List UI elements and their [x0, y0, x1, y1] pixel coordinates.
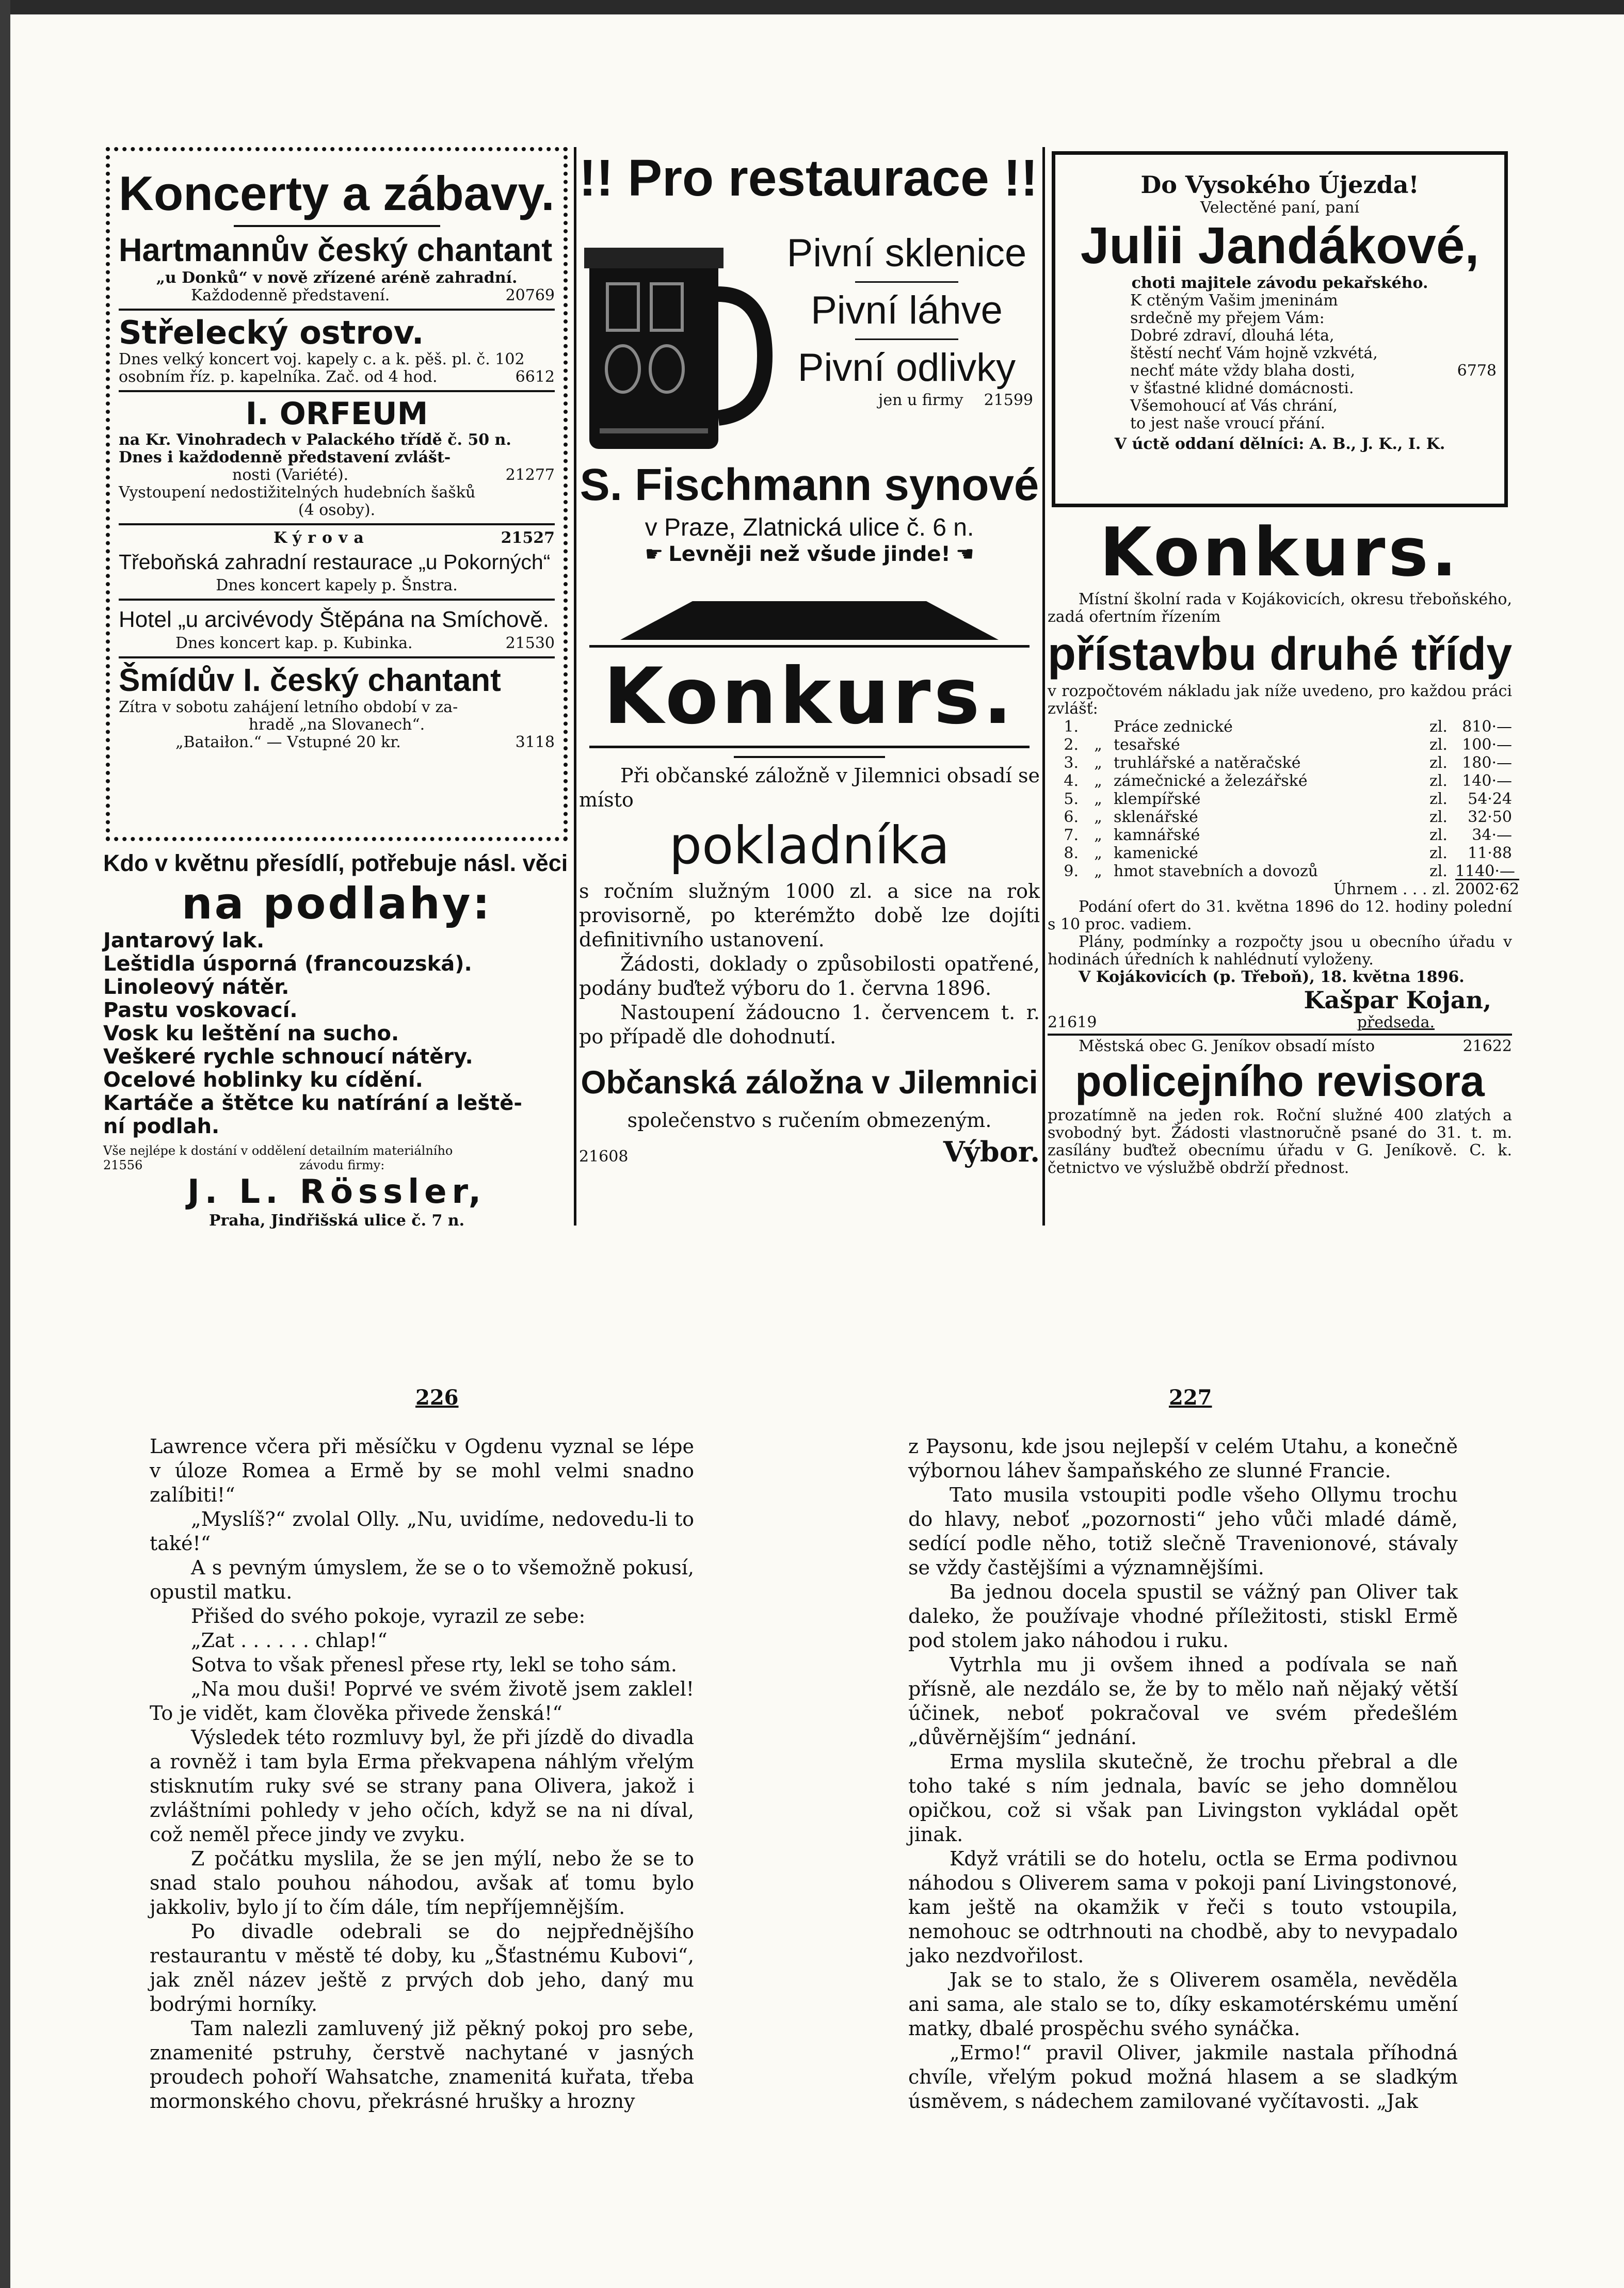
konkurs-p4: Nastoupení žádoucno 1. červencem t. r. po případě dle dohodnutí. — [579, 1001, 1040, 1048]
konkurs-sign: Výbor. — [943, 1135, 1040, 1168]
hand-pointer-icon: ☛ — [955, 542, 974, 566]
rossler-name: J. L. Rössler, — [187, 1173, 487, 1211]
right-column — [1048, 147, 1520, 1226]
cost-unit: zl. — [1429, 754, 1448, 772]
podlahy-items — [103, 929, 570, 1138]
orfeum-num: 21277 — [505, 466, 555, 484]
story-paragraph: Lawrence včera při měsíčku v Ogdenu vyznal se lépe v úloze Romea a Ermě by se mohl velmi snadno zalíbiti!“ — [150, 1435, 694, 1506]
story-paragraph: „Zat . . . . . . chlap!“ — [191, 1629, 388, 1652]
fischmann-item-1: Pivní sklenice — [786, 231, 1027, 275]
podlahy-item: Leštidla úsporná (francouzská). — [103, 952, 472, 976]
cost-ditto: „ — [1094, 790, 1102, 808]
rossler-num: 21556 — [103, 1158, 143, 1172]
smid-l1: Zítra v sobotu zahájení letního období v za- — [119, 698, 458, 716]
fischmann-num: 21599 — [984, 391, 1033, 409]
fischmann-head: !! Pro restaurace !! — [579, 149, 1038, 207]
page-number-right: 227 — [1169, 1385, 1212, 1410]
story-paragraph: Když vrátili se do hotelu, octla se Erma podivnou náhodou s Oliverem sama v pokoji paní Livingstonové, kam ještě na okamžik v řeči s touto vstoupila, nemohouc se odtrhnouti na chodbě, aby to nevypadalo jako nezdvořilost. — [908, 1847, 1458, 1967]
cost-index: 2. — [1064, 736, 1079, 754]
podlahy-item: Veškeré rychle schnoucí nátěry. — [103, 1045, 473, 1069]
story-paragraph: Přišed do svého pokoje, vyrazil ze sebe: — [191, 1605, 586, 1628]
cost-item: Práce zednické — [1114, 718, 1233, 736]
jand-l8: nechť máte vždy blaha dosti, — [1130, 362, 1356, 380]
orfeum-title: I. ORFEUM — [245, 396, 428, 432]
cost-item: kamnářské — [1114, 826, 1200, 844]
cost-index: 5. — [1064, 790, 1079, 808]
fischmann-cheap-row — [579, 542, 1040, 567]
beer-mug-illustration — [579, 237, 775, 464]
cost-ditto — [1083, 718, 1114, 736]
podlahy-item: Linoleový nátěr. — [103, 975, 290, 999]
cost-item: klempířské — [1114, 790, 1201, 808]
jand-l2: Velectěné paní, paní — [1200, 199, 1360, 217]
polic-num: 21622 — [1462, 1037, 1512, 1055]
cost-amount: 140·— — [1462, 772, 1512, 790]
strelecky-l2: osobním říz. p. kapelníka. Zač. od 4 hod. — [119, 368, 438, 386]
concerts-title: Koncerty a zábavy. — [119, 166, 555, 220]
podlahy-item: Vosk ku leštění na sucho. — [103, 1022, 399, 1045]
orfeum-l1: na Kr. Vinohradech v Palackého třídě č. 50 n. — [119, 431, 511, 449]
cost-unit: zl. — [1429, 790, 1448, 808]
orfeum-l3: nosti (Variété). — [232, 466, 349, 484]
hartmann-l1: „u Donků“ v nově zřízené aréně zahradní. — [156, 269, 518, 287]
total-amount: 2002·62 — [1455, 880, 1520, 898]
jand-name: Julii Jandákové, — [1080, 217, 1480, 275]
smid-l2: hradě „na Slovanech“. — [248, 716, 425, 734]
fischmann-items — [775, 230, 1038, 409]
cost-amount: 54·24 — [1468, 790, 1512, 808]
jand-l9: v šťastné klidné domácnosti. — [1130, 379, 1354, 397]
konkurs-title: Konkurs. — [603, 652, 1016, 742]
cost-ditto: „ — [1094, 808, 1102, 826]
story-paragraph: Tam nalezli zamluvený již pěkný pokoj pro sebe, znamenité pstruhy, čerstvě nachytané v jasných proudech pohoří Wahsatche, znamenitá kuřata, třeba mormonského chovu, překrásné hrušky a hrozny — [150, 2017, 694, 2113]
orfeum-l4: Vystoupení nedostižitelných hudebních šašků — [119, 484, 476, 502]
cost-ditto: „ — [1094, 826, 1102, 844]
jand-l7: štěstí nechť Vám hojně vzkvétá, — [1130, 344, 1378, 362]
cost-table — [1048, 718, 1515, 880]
strelecky-num: 6612 — [515, 368, 555, 386]
story-paragraph: A s pevným úmyslem, že se o to všemožně pokusí, opustil matku. — [150, 1556, 694, 1603]
cost-row — [1048, 808, 1512, 826]
hotel-l1: Dnes koncert kap. p. Kubinka. — [175, 634, 413, 652]
cost-amount: 34·— — [1472, 826, 1512, 844]
konkurs-num: 21608 — [579, 1148, 629, 1166]
cost-row — [1048, 862, 1515, 880]
polic-title: policejního revisora — [1075, 1057, 1485, 1105]
konk2-role: předseda. — [1357, 1013, 1435, 1032]
rossler-l1: Vše nejlépe k dostání v oddělení detailním materiálního — [103, 1143, 453, 1158]
podlahy-ad — [103, 849, 570, 1230]
hartmann-title: Hartmannův český chantant — [119, 232, 553, 268]
jand-l10: Všemohoucí ať Vás chrání, — [1130, 397, 1338, 415]
trebon-l1: Dnes koncert kapely p. Šnstra. — [216, 576, 458, 594]
cost-index: 4. — [1064, 772, 1079, 790]
story-paragraph: Z počátku myslila, že se jen mýlí, nebo že se to snad stalo pouhou náhodou, avšak ať tomu bylo jakkoliv, bylo jí to čím dále, tím nepříjemnějším. — [150, 1847, 694, 1919]
cost-unit: zl. — [1429, 736, 1448, 754]
jand-l6: Dobré zdraví, dlouhá léta, — [1130, 327, 1334, 345]
cost-index: 3. — [1064, 754, 1079, 772]
cost-row — [1048, 772, 1512, 790]
konk2-p2: v rozpočtovém nákladu jak níže uvedeno, pro každou práci zvlášť: — [1048, 682, 1512, 718]
cost-row — [1048, 826, 1512, 844]
konkurs-org2: společenstvo s ručením obmezeným. — [627, 1109, 992, 1132]
cost-unit: zl. — [1429, 862, 1448, 880]
cost-amount: 32·50 — [1468, 808, 1512, 826]
jand-l3: choti majitele závodu pekařského. — [1131, 274, 1428, 292]
podlahy-head: Kdo v květnu přesídlí, potřebuje násl. věci — [103, 850, 568, 876]
konkurs-p3: Žádosti, doklady o způsobilosti opatřené, podány buďtež výboru do 1. června 1896. — [579, 953, 1040, 1000]
cost-row — [1048, 736, 1512, 754]
story-paragraph: Tato musila vstoupiti podle všeho Ollymu trochu do hlavy, neboť „pozornosti“ jeho vůči mladé dámě, sedící podle něho, totiž slečně Travenionové, stávaly se vždy častějšími a významnějšími. — [908, 1484, 1458, 1579]
cost-ditto: „ — [1094, 844, 1102, 862]
smid-title: Šmídův I. český chantant — [119, 663, 501, 698]
total-label: Úhrnem . . . zl. — [1333, 880, 1450, 898]
konk2-title: Konkurs. — [1099, 513, 1460, 591]
trebon-title: Třeboňská zahradní restaurace „u Pokorných“ — [119, 550, 551, 574]
hotel-num: 21530 — [505, 634, 555, 652]
cost-unit: zl. — [1429, 718, 1448, 736]
cost-row — [1048, 754, 1512, 772]
konk2-p5: V Kojákovicích (p. Třeboň), 18. května 1896. — [1079, 968, 1465, 986]
column-rule-1 — [574, 147, 576, 1226]
konk2-p1: Místní školní rada v Kojákovicích, okresu třeboňského, zadá ofertním řízením — [1048, 590, 1512, 626]
cost-ditto: „ — [1094, 772, 1102, 790]
story-paragraph: Ba jednou docela spustil se vážný pan Oliver tak daleko, že používaje vhodné příležitosti, stiskl Ermě pod stolem jako náhodou i ruku. — [908, 1581, 1458, 1652]
jand-l11: to jest naše vroucí přání. — [1130, 414, 1326, 432]
jand-num: 6778 — [1457, 362, 1497, 380]
story-paragraph: Sotva to však přenesl přese rty, lekl se toho sám. — [191, 1653, 677, 1676]
kyrova: Kýrova — [274, 529, 370, 547]
fischmann-item-3: Pivní odlivky — [797, 346, 1016, 390]
cost-item: kamenické — [1114, 844, 1198, 862]
scan-top-edge — [0, 0, 1624, 14]
konkurs-position: pokladníka — [669, 815, 950, 876]
konk2-sign: Kašpar Kojan, — [1304, 986, 1491, 1014]
cost-amount: 180·— — [1462, 754, 1512, 772]
fischmann-addr: v Praze, Zlatnická ulice č. 6 n. — [645, 514, 974, 541]
cost-item: sklenářské — [1114, 808, 1198, 826]
podlahy-item: Kartáče a štětce ku natírání a leště- — [103, 1091, 523, 1115]
cost-amount: 11·88 — [1468, 844, 1512, 862]
fischmann-cheap: Levněji než všude jinde! — [668, 542, 951, 566]
left-column — [103, 147, 570, 1230]
middle-column — [579, 147, 1040, 1226]
jand-l1: Do Vysokého Újezda! — [1140, 171, 1419, 199]
cost-ditto: „ — [1094, 736, 1102, 754]
fischmann-name: S. Fischmann synové — [580, 460, 1039, 510]
podlahy-title: na podlahy: — [181, 878, 492, 929]
cost-index: 9. — [1064, 862, 1079, 880]
kyrova-num: 21527 — [501, 529, 555, 547]
story-paragraph: „Myslíš?“ zvolal Olly. „Nu, uvidíme, nedovedu-li to také!“ — [150, 1508, 694, 1555]
story-paragraph: Výsledek této rozmluvy byl, že při jízdě do divadla a rovněž i tam byla Erma překvapena náhlým vřelým stisknutím ruky své se strany pana Olivera, jakož i zvláštními pohledy v jeho očích, když se na ni díval, což neměl přece jindy ve zvyku. — [150, 1726, 694, 1846]
cost-index: 8. — [1064, 844, 1079, 862]
orfeum-l2: Dnes i každodenně představení zvlášt- — [119, 448, 451, 466]
cost-amount: 810·— — [1462, 718, 1512, 736]
jandakova-ad — [1063, 170, 1497, 453]
cost-row — [1048, 844, 1512, 862]
jand-l12: V úctě oddaní dělníci: A. B., J. K., I. K. — [1114, 435, 1445, 453]
konk2-big: přístavbu druhé třídy — [1048, 629, 1513, 680]
cost-amount: 100·— — [1462, 736, 1512, 754]
rossler-addr: Praha, Jindřišská ulice č. 7 n. — [208, 1212, 465, 1230]
hand-pointer-icon: ☛ — [645, 542, 664, 566]
konk2-num: 21619 — [1048, 1013, 1097, 1032]
concerts-box — [119, 165, 555, 751]
cost-item: hmot stavebních a dovozů — [1114, 862, 1319, 880]
story-paragraph: „Na mou duši! Poprvé ve svém životě jsem zaklel! To je vidět, kam člověka přivede ženská!“ — [150, 1678, 694, 1725]
podlahy-item: Pastu voskovací. — [103, 998, 298, 1022]
cost-unit: zl. — [1429, 826, 1448, 844]
cost-index: 6. — [1064, 808, 1079, 826]
cost-item: tesařské — [1114, 736, 1180, 754]
story-paragraph: Jak se to stalo, že s Oliverem osaměla, nevěděla ani sama, ale stalo se to, díky eskamotérskému umění matky, dbalé prospěchu svého synáčka. — [908, 1969, 1458, 2040]
story-paragraph: Vytrhla mu ji ovšem ihned a podívala se naň přísně, ale nezdálo se, že by to mělo naň nějaký větší účinek, neboť pokračoval ve svém předešlém „důvěrnějším“ jednání. — [908, 1653, 1458, 1749]
konkurs-p2: s ročním služným 1000 zl. a sice na rok provisorně, po kterémžto době lze dojíti definitivního ustanovení. — [579, 880, 1040, 951]
cost-item: truhlářské a natěračské — [1114, 754, 1301, 772]
podlahy-item: ní podlah. — [103, 1115, 220, 1138]
story-paragraph: Erma myslila skutečně, že trochu přebral a dle toho také s ním jednala, bavíc se jeho domnělou opičkou, což si však pan Livingston vykládal opět jinak. — [908, 1750, 1458, 1846]
page-number-left: 226 — [415, 1385, 459, 1410]
konkurs-p1: Při občanské záložně v Jilemnici obsadí se místo — [579, 764, 1040, 811]
polic-l1: Městská obec G. Jeníkov obsadí místo — [1079, 1037, 1375, 1055]
hotel-title: Hotel „u arcivévody Štěpána na Smíchově. — [119, 607, 550, 632]
cost-unit: zl. — [1429, 772, 1448, 790]
konk2-p4: Plány, podmínky a rozpočty jsou u obecního úřadu v hodinách úředních k nahlédnutí vyloženy. — [1048, 933, 1512, 969]
story-paragraph: „Ermo!“ pravil Oliver, jakmile nastala příhodná chvíle, vřelým pokud možná hlasem a se sladkým úsměvem, s nádechem zamilované vyčítavosti. „Jak — [908, 2041, 1458, 2113]
cost-ditto: „ — [1094, 754, 1102, 772]
konkurs-org: Občanská záložna v Jilemnici — [581, 1065, 1038, 1101]
polic-p: prozatímně na jeden rok. Roční služné 400 zlatých a svobodný byt. Žádosti vlastnoručně psané do 31. t. m. zasílány buďtež obecnímu úřadu v G. Jeníkově. C. k. četnictvo ve výslužbě obdrží přednost. — [1048, 1106, 1512, 1177]
story-left-column — [150, 1435, 694, 2147]
orfeum-l5: (4 osoby). — [298, 501, 376, 519]
strelecky-title: Střelecký ostrov. — [119, 314, 424, 351]
cost-unit: zl. — [1429, 844, 1448, 862]
scan-left-edge — [0, 0, 10, 2288]
konkurs-roof — [579, 599, 1040, 645]
hartmann-num: 20769 — [505, 286, 555, 304]
cost-row — [1048, 718, 1512, 736]
jand-l5: srdečně my přejem Vám: — [1130, 309, 1325, 327]
jand-l4: K ctěným Vašim jmeninám — [1130, 292, 1338, 310]
strelecky-l1: Dnes velký koncert voj. kapely c. a k. pěš. pl. č. 102 — [119, 350, 525, 368]
story-paragraph: Po divadle odebrali se do nejpřednějšího restaurantu v městě té doby, ku „Šťastnému Kubovi“, jak zněl název ještě z prvých dob jeho, daný mu bodrými horníky. — [150, 1920, 694, 2016]
fischmann-only: jen u firmy — [878, 391, 963, 409]
smid-num: 3118 — [515, 733, 555, 751]
fischmann-item-2: Pivní láhve — [811, 288, 1003, 332]
konk2-p3: Podání ofert do 31. května 1896 do 12. hodiny polední s 10 proc. vadiem. — [1048, 898, 1512, 933]
cost-ditto: „ — [1094, 862, 1102, 880]
podlahy-item: Jantarový lak. — [103, 929, 265, 953]
column-rule-2 — [1042, 147, 1045, 1226]
cost-index: 1. — [1064, 718, 1079, 736]
rossler-l2: závodu firmy: — [299, 1158, 385, 1172]
cost-row — [1048, 790, 1512, 808]
podlahy-item: Ocelové hoblinky ku cídění. — [103, 1068, 423, 1092]
hartmann-l2: Každodenně představení. — [191, 286, 390, 304]
story-right-column — [908, 1435, 1458, 2147]
cost-item: zámečnické a železářské — [1114, 772, 1308, 790]
cost-amount: 1140·— — [1455, 862, 1515, 880]
story-paragraph: z Paysonu, kde jsou nejlepší v celém Utahu, a konečně výbornou láhev šampaňského ze slunné Francie. — [908, 1435, 1458, 1482]
cost-index: 7. — [1064, 826, 1079, 844]
konk2-body — [1048, 590, 1520, 1177]
konkurs-body — [579, 764, 1040, 1166]
smid-l3: „Bataiłon.“ — Vstupné 20 kr. — [175, 733, 401, 751]
cost-unit: zl. — [1429, 808, 1448, 826]
